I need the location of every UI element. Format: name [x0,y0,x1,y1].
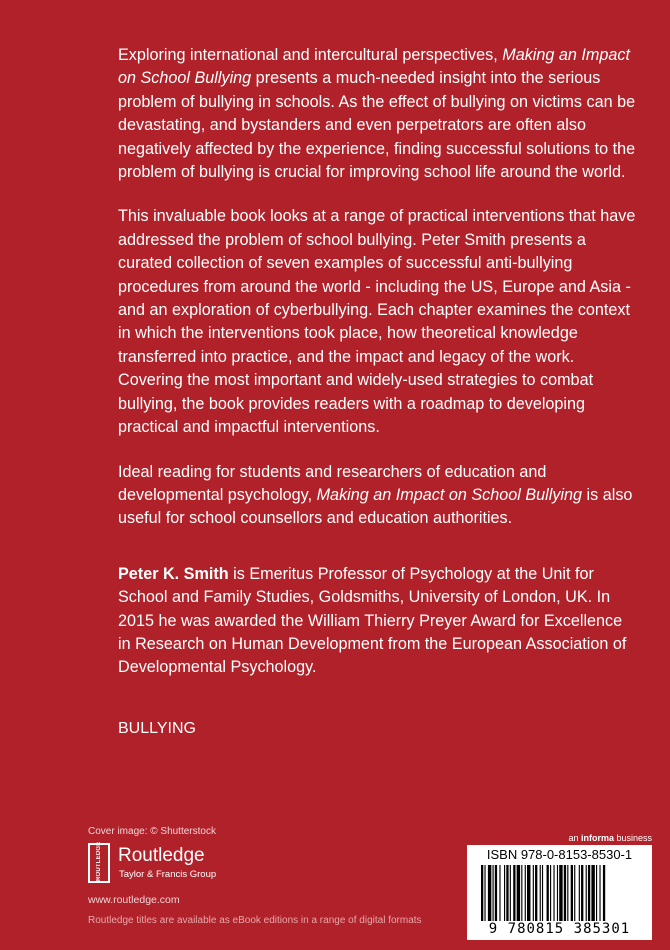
barcode-bar [525,865,526,921]
barcode-bar [603,865,605,921]
barcode-bar [510,865,511,921]
barcode-bar [581,865,583,921]
barcode-bar [533,865,534,921]
barcode-bar [540,865,541,921]
barcode-bar [542,865,543,921]
barcode-bar [527,865,530,921]
ebook-note: Routledge titles are available as eBook editions in a range of digital formats [88,915,422,926]
barcode-panel [467,845,652,940]
book-title-italic: Making an Impact on School Bullying [118,46,630,88]
barcode-bar [506,865,508,921]
barcode-bar [547,865,549,921]
author-bio-text: is Emeritus Professor of Psychology at the Unit for School and Family Studies, Goldsmiths, University of London, UK. In 2015 he was awarded the William Thierry Preyer Award for Excellence in Research on Human Development from the European Association of Developmental Psychology. [118,564,627,677]
blurb-paragraph-3 [118,461,638,531]
cover-credit: Cover image: © Shutterstock [88,826,216,837]
author-name: Peter K. Smith [118,564,229,583]
informa-brand: informa [580,833,614,843]
back-cover-text [118,44,638,701]
barcode-bar [557,865,558,921]
barcode-bar [599,865,600,921]
barcode-bar [567,865,568,921]
barcode-bar [579,865,580,921]
blurb-text: Ideal reading for students and researchers of education and developmental psychology, [118,462,547,504]
barcode-bar [504,865,505,921]
barcode-bar [488,865,491,921]
book-title-italic: Making an Impact on School Bullying [316,485,583,504]
publisher-group: Taylor & Francis Group [119,869,217,880]
barcode-bar [591,865,594,921]
informa-suffix: business [613,833,652,843]
logo-mark-text: ROUTLEDGE [96,841,102,881]
barcode-digits: 9 780815 385301 [488,921,631,937]
barcode-bar [499,865,500,921]
subject-category: BULLYING [118,720,196,737]
barcode-bar [495,865,497,921]
publisher-logo [88,843,258,887]
barcode-bar [571,865,573,921]
informa-prefix: an [568,833,581,843]
publisher-name: Routledge [118,845,205,866]
barcode-bar [517,865,520,921]
barcode-bar [550,865,551,921]
barcode-bar [481,865,483,921]
routledge-logo-icon [88,843,110,883]
blurb-text: Exploring international and intercultural perspectives, [118,46,503,64]
barcode-bar [588,865,590,921]
barcode-bar [564,865,566,921]
publisher-website[interactable]: www.routledge.com [88,894,180,906]
barcode-bar [493,865,494,921]
author-bio [118,563,638,680]
blurb-text: presents a much-needed insight into the serious problem of bullying in schools. As the effect of bullying on victims can be devastating, and bystanders and even perpetrators are often also negatively affected by the experience, finding successful solutions to the problem of bullying is crucial for improving school life around the world. [118,69,636,182]
barcode-icon [481,865,645,921]
blurb-paragraph-1 [118,44,638,184]
barcode-bar [484,865,485,921]
blurb-paragraph-2: This invaluable book looks at a range of practical interventions that have addressed the problem of school bullying. Peter Smith presents a curated collection of seven examples of successful anti-bullying procedures from around the world - including the US, Europe and Asia - and an exploration of cyberbullying. Each chapter examines the context in which the interventions took place, how theoretical knowledge transferred into practice, and the impact and legacy of the work. Covering the most important and widely-used strategies to combat bullying, the book provides readers with a roadmap to developing practical and impactful interventions. [118,207,636,437]
informa-business-label [568,833,652,843]
barcode-bar [553,865,554,921]
barcode-bar [574,865,575,921]
barcode-bar [586,865,587,921]
barcode-bar [535,865,537,921]
barcode-bar [559,865,562,921]
barcode-bar [596,865,597,921]
isbn-label: ISBN 978-0-8153-8530-1 [486,847,633,862]
barcode-bars [481,865,645,921]
barcode-bar [521,865,522,921]
blurb-text: is also useful for school counsellors and education authorities. [118,485,633,528]
barcode-bar [513,865,515,921]
